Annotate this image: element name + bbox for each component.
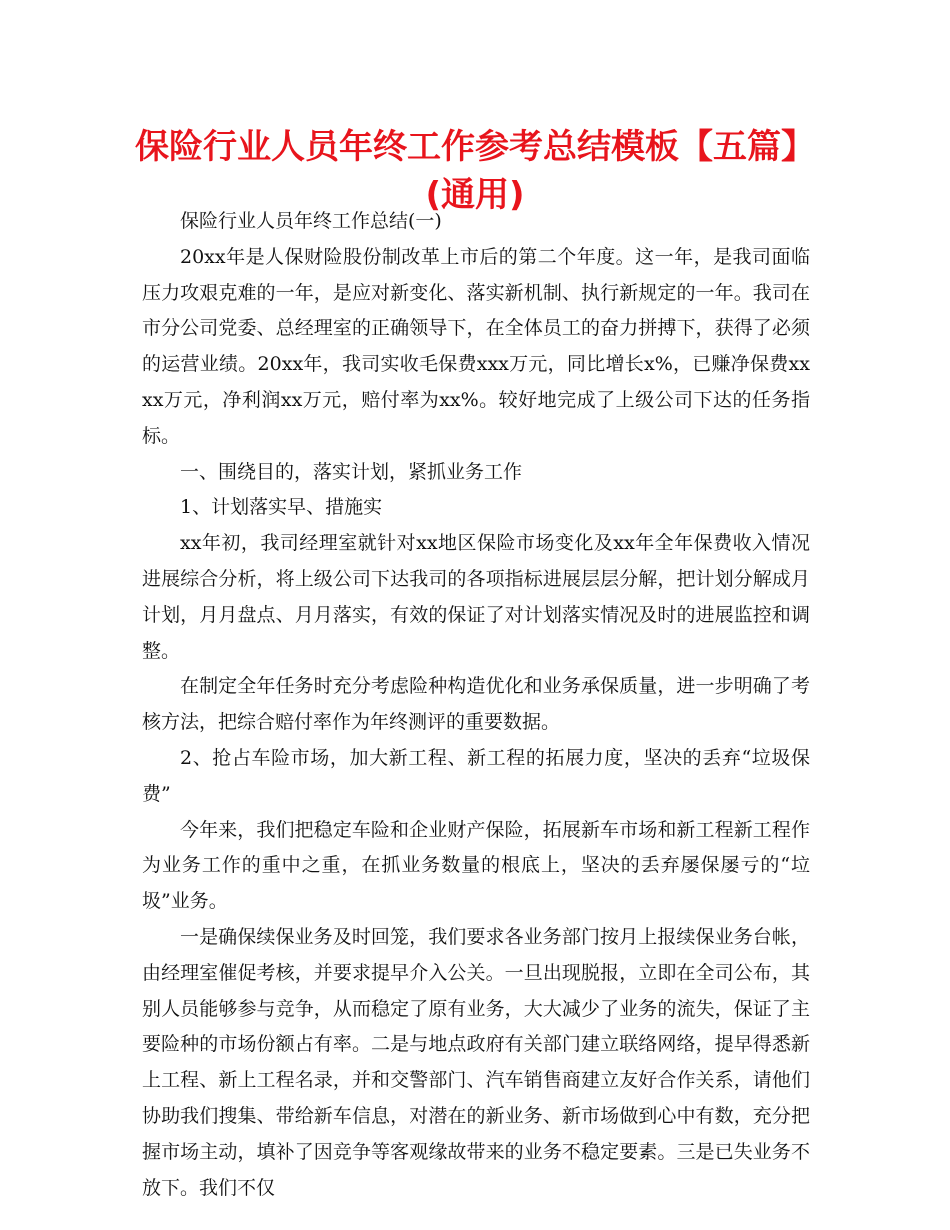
document-subtitle: (通用)	[425, 175, 525, 215]
body-paragraph: 在制定全年任务时充分考虑险种构造优化和业务承保质量，进一步明确了考核方法，把综合赔付率作为年终测评的重要数据。	[142, 675, 810, 734]
body-paragraph: 一是确保续保业务及时回笼，我们要求各业务部门按月上报续保业务台帐，由经理室催促考核，并要求提早介入公关。一旦出现脱报，立即在全司公布，其别人员能够参与竞争，从而稳定了原有业务，大大减少了业务的流失，保证了主要险种的市场份额占有率。二是与地点政府有关部门建立联络网络，提早得悉新上工程、新上工程名录，并和交警部门、汽车销售商建立友好合作关系，请他们协助我们搜集、带给新车信息，对潜在的新业务、新市场做到心中有数，充分把握市场主动，填补了因竞争等客观缘故带来的业务不稳定要素。三是已失业务不放下。我们不仅	[142, 925, 810, 1199]
section-heading: 一、围绕目的，落实计划，紧抓业务工作	[180, 460, 523, 483]
subsection-heading: 1、计划落实早、措施实	[180, 496, 383, 519]
body-paragraph: 20xx年是人保财险股份制改革上市后的第二个年度。这一年，是我司面临压力攻艰克难的一年，是应对新变化、落实新机制、执行新规定的一年。我司在市分公司党委、总经理室的正确领导下，在全体员工的奋力拼搏下，获得了必须的运营业绩。20xx年，我司实收毛保费xxx万元，同比增长x%，已赚净保费xxxx万元，净利润xx万元，赔付率为xx%。较好地完成了上级公司下达的任务指标。	[142, 245, 810, 447]
document-body	[142, 204, 810, 1206]
section-heading: 保险行业人员年终工作总结(一)	[180, 210, 442, 232]
body-paragraph: xx年初，我司经理室就针对xx地区保险市场变化及xx年全年保费收入情况进展综合分析，将上级公司下达我司的各项指标进展层层分解，把计划分解成月计划，月月盘点、月月落实，有效的保证了对计划落实情况及时的进展监控和调整。	[142, 532, 810, 662]
body-paragraph: 今年来，我们把稳定车险和企业财产保险，拓展新车市场和新工程新工程作为业务工作的重中之重，在抓业务数量的根底上，坚决的丢弃屡保屡亏的“垃圾”业务。	[142, 818, 810, 913]
subsection-heading: 2、抢占车险市场，加大新工程、新工程的拓展力度，坚决的丢弃“垃圾保费”	[142, 746, 810, 805]
document-title: 保险行业人员年终工作参考总结模板【五篇】	[135, 127, 815, 167]
